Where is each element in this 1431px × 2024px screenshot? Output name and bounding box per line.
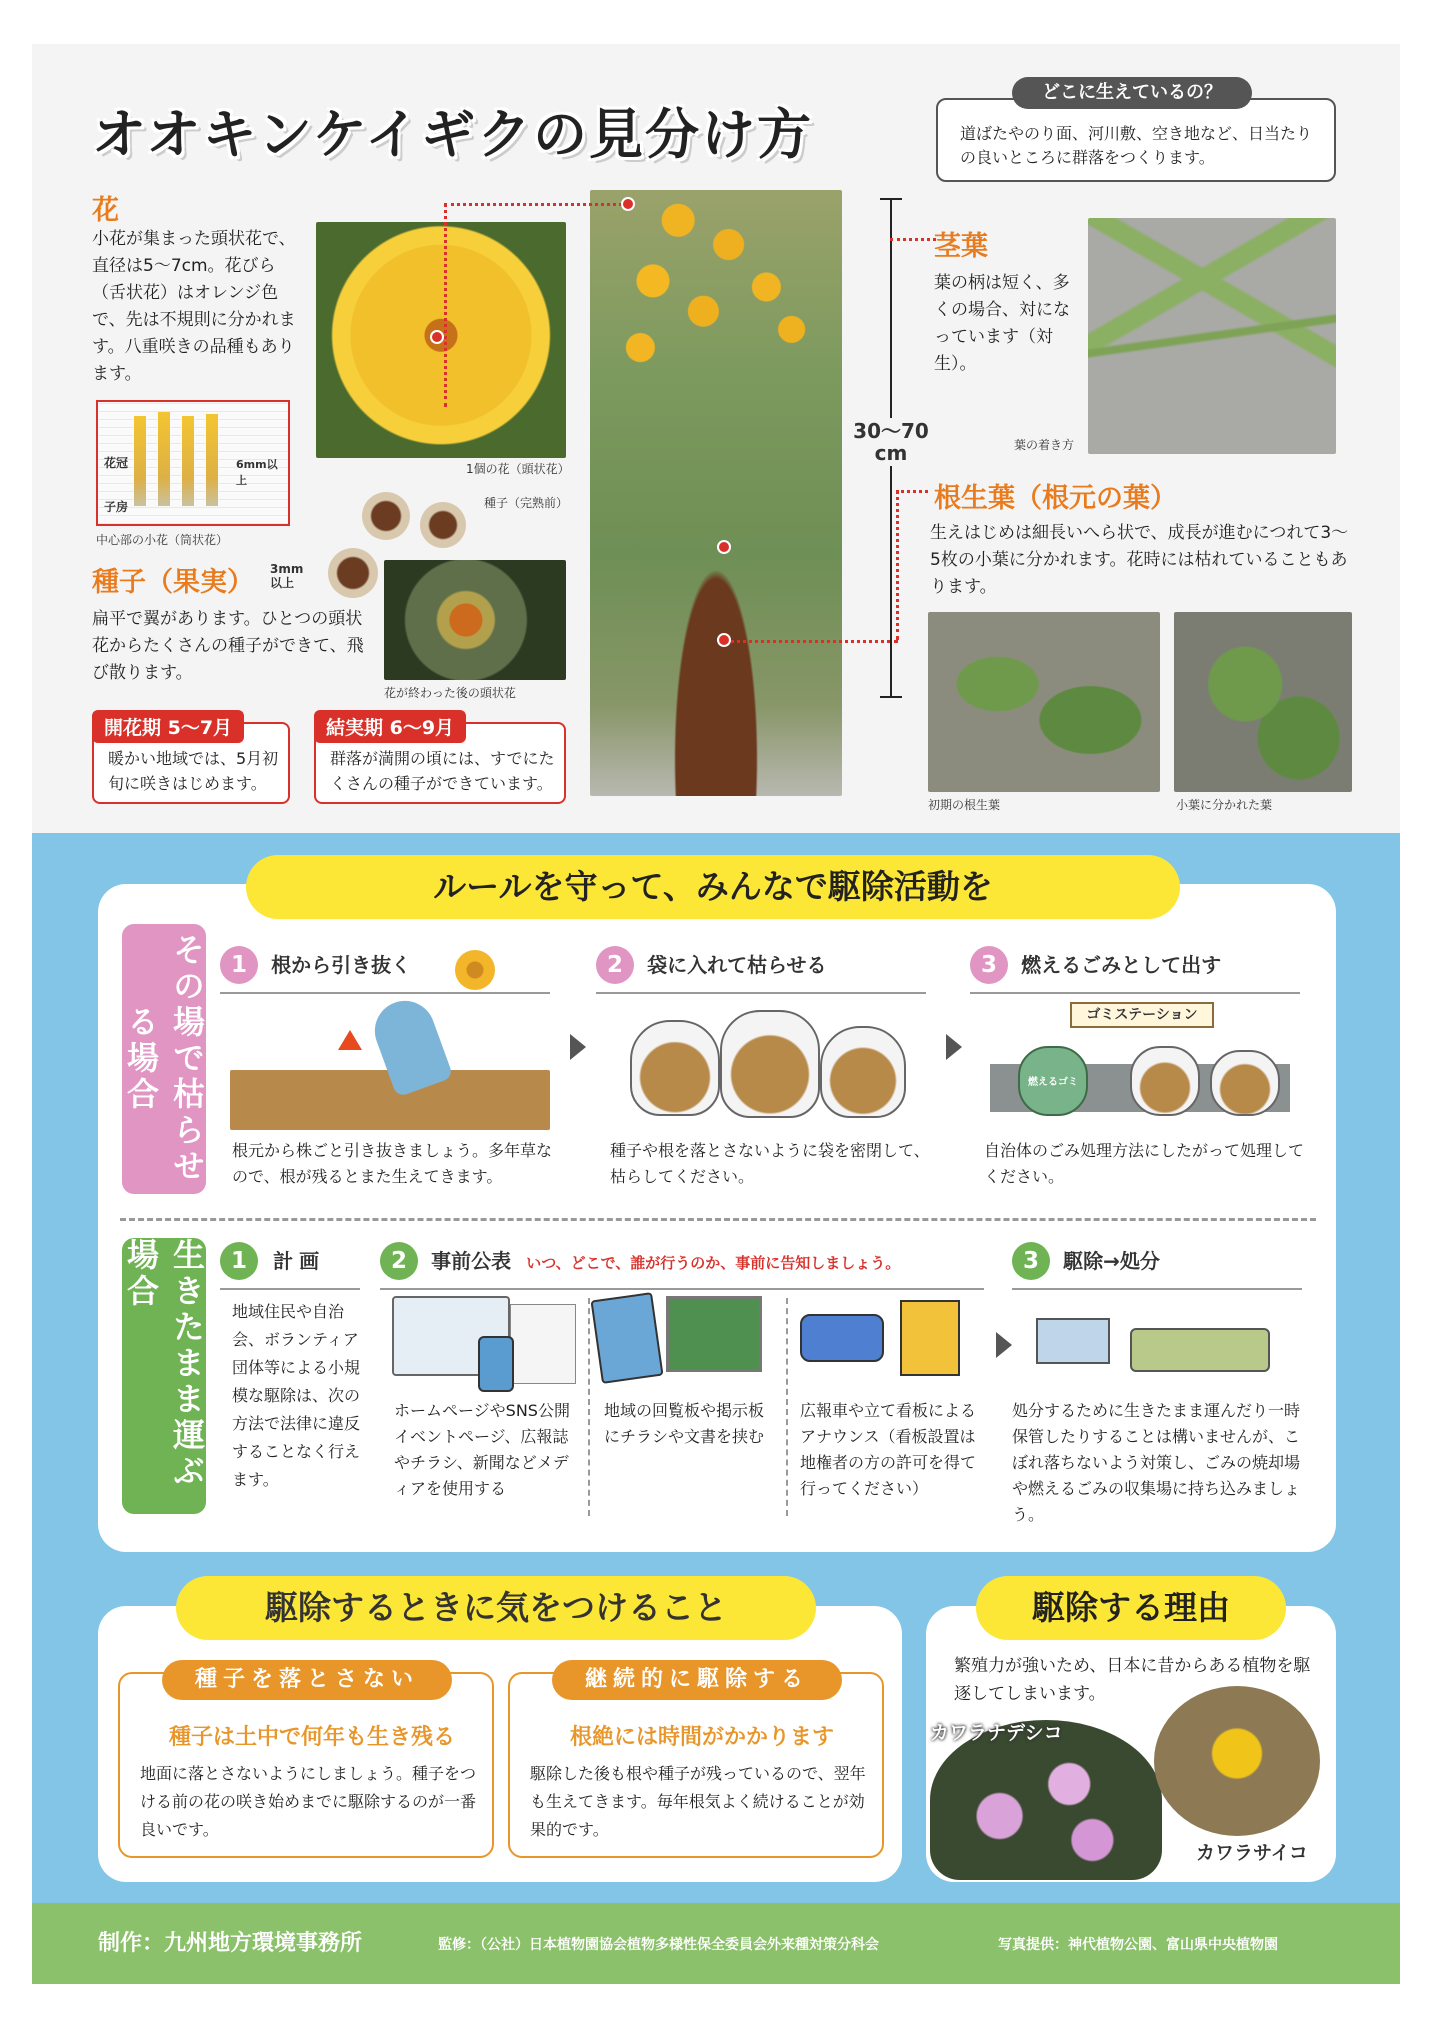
step-title: 計画 bbox=[273, 1249, 326, 1273]
rules-title: ルールを守って、みんなで駆除活動を bbox=[246, 855, 1180, 919]
clipboard-illustration bbox=[590, 1292, 663, 1384]
step-title: 燃えるごみとして出す bbox=[1021, 953, 1222, 977]
signboard-illustration bbox=[900, 1300, 960, 1376]
newspaper-illustration bbox=[510, 1304, 576, 1384]
caution-heading: 根絶には時間がかかります bbox=[569, 1725, 834, 1750]
diagram-label-ovary: 子房 bbox=[104, 500, 129, 514]
fruit-tag: 結実期 6～9月 bbox=[314, 710, 466, 743]
bloom-text: 暖かい地域では、5月初旬に咲きはじめます。 bbox=[108, 749, 279, 793]
small-flower-diagram bbox=[96, 400, 290, 526]
seedhead-caption: 花が終わった後の頭状花 bbox=[384, 686, 516, 700]
stem-leaf-photo bbox=[1088, 218, 1336, 454]
step-text: 根元から株ごと引き抜きましょう。多年草なので、根が残るとまた生えてきます。 bbox=[232, 1141, 553, 1186]
connector-dot bbox=[717, 540, 731, 554]
flower-text: 小花が集まった頭状花で、直径は5～7cm。花びら（舌状花）はオレンジ色で、先は不規則に分かれます。八重咲きの品種もあります。 bbox=[92, 229, 296, 384]
connector-dot bbox=[717, 633, 731, 647]
seed-photo-2 bbox=[420, 502, 466, 548]
caution-title: 駆除するときに気をつけること bbox=[176, 1576, 816, 1640]
footer-photo: 写真提供：神代植物公園、富山県中央植物園 bbox=[998, 1937, 1278, 1953]
where-box bbox=[936, 98, 1336, 182]
root-leaf-caption-1: 初期の根生葉 bbox=[928, 798, 1001, 812]
bag-label: 燃えるゴミ bbox=[1018, 1046, 1088, 1116]
bag-illustration bbox=[630, 1020, 720, 1116]
case2-step-1 bbox=[220, 1242, 360, 1288]
step-number: 1 bbox=[220, 946, 258, 984]
facility-illustration bbox=[1036, 1318, 1110, 1364]
caution-heading: 種子は土中で何年も生き残る bbox=[168, 1725, 455, 1750]
fruit-text: 群落が満開の頃には、すでにたくさんの種子ができています。 bbox=[330, 749, 555, 793]
announce-col-3: 広報車や立て看板によるアナウンス（看板設置は地権者の方の許可を得て行ってください） bbox=[800, 1401, 977, 1498]
truck-illustration bbox=[1130, 1328, 1270, 1372]
height-unit: cm bbox=[874, 441, 908, 465]
step-number: 2 bbox=[596, 946, 634, 984]
reason-title: 駆除する理由 bbox=[976, 1576, 1286, 1640]
flower-illustration bbox=[455, 950, 495, 990]
where-tag: どこに生えているの？ bbox=[1012, 77, 1252, 109]
caution-tag: 種子を落とさない bbox=[162, 1660, 452, 1700]
bag-illustration bbox=[1130, 1046, 1200, 1116]
plant1-label: カワラナデシコ bbox=[930, 1722, 1063, 1744]
next-arrow-icon bbox=[996, 1332, 1012, 1358]
step-text: 自治体のごみ処理方法にしたがって処理してください。 bbox=[984, 1141, 1305, 1186]
height-value: 30～70 bbox=[853, 419, 929, 443]
stem-leaf-text: 葉の柄は短く、多くの場合、対になっています（対生）。 bbox=[934, 273, 1070, 374]
step-text: 処分するために生きたまま運んだり一時保管したりすることは構いませんが、こぼれ落ちないよう対策し、ごみの焼却場や燃えるごみの収集場に持ち込みましょう。 bbox=[1012, 1401, 1301, 1524]
bulletin-board-illustration bbox=[666, 1296, 762, 1372]
height-label bbox=[852, 418, 930, 466]
flower-photo-caption: 1個の花（頭状花） bbox=[466, 462, 570, 476]
bag-illustration bbox=[1210, 1050, 1280, 1116]
case2-step-3 bbox=[1012, 1242, 1302, 1288]
seed-photo-1 bbox=[362, 492, 410, 540]
connector-dot bbox=[430, 330, 444, 344]
connector-stem bbox=[890, 238, 936, 241]
footer-maker: 制作：九州地方環境事務所 bbox=[98, 1931, 363, 1956]
root-leaf-photo-1 bbox=[928, 612, 1160, 792]
height-line-bottom bbox=[880, 696, 902, 698]
phone-illustration bbox=[478, 1336, 514, 1392]
announce-col-1: ホームページやSNS公開イベントページ、広報誌やチラシ、新聞などメディアを使用する bbox=[394, 1401, 570, 1498]
root-leaf-photo-2 bbox=[1174, 612, 1352, 792]
col-divider bbox=[786, 1298, 788, 1516]
case1-step-3 bbox=[970, 946, 1300, 992]
step-rule bbox=[1012, 1288, 1302, 1290]
case1-step-1 bbox=[220, 946, 550, 992]
case2-step-2 bbox=[380, 1242, 984, 1288]
connector-flower bbox=[444, 203, 628, 206]
step-number: 3 bbox=[970, 946, 1008, 984]
root-leaf-text: 生えはじめは細長いへら状で、成長が進むにつれて3～5枚の小葉に分かれます。花時には枯れていることもあります。 bbox=[930, 523, 1349, 597]
connector-root-h bbox=[896, 490, 928, 493]
step-rule bbox=[220, 1288, 360, 1290]
diagram-label-corolla: 花冠 bbox=[104, 456, 129, 470]
page-title: オオキンケイギクの見分け方 bbox=[92, 103, 813, 166]
stem-leaf-heading: 茎葉 bbox=[934, 231, 988, 262]
seed-photo-3 bbox=[328, 548, 378, 598]
bloom-tag: 開花期 5～7月 bbox=[92, 710, 244, 743]
seed-size: 3mm以上 bbox=[270, 562, 304, 590]
caution-tag: 継続的に駆除する bbox=[552, 1660, 842, 1700]
kawarasaiko-photo bbox=[1154, 1686, 1320, 1836]
step-title: 根から引き抜く bbox=[271, 953, 412, 977]
van-illustration bbox=[800, 1314, 884, 1362]
plant2-label: カワラサイコ bbox=[1196, 1842, 1308, 1864]
case-divider bbox=[120, 1218, 1316, 1221]
bag-illustration bbox=[720, 1010, 820, 1118]
step-title: 事前公表 bbox=[431, 1249, 512, 1273]
connector-flower-v bbox=[444, 203, 447, 407]
step-rule bbox=[380, 1288, 984, 1290]
seed-heading: 種子（果実） bbox=[92, 567, 254, 598]
step-text: 種子や根を落とさないように袋を密閉して、枯らしてください。 bbox=[610, 1141, 930, 1186]
seedhead-photo bbox=[384, 560, 566, 680]
step-number: 1 bbox=[220, 1242, 258, 1280]
flower-heading: 花 bbox=[92, 195, 119, 226]
caution-text: 駆除した後も根や種子が残っているので、翌年も生えてきます。毎年根気よく続けることが効果的です。 bbox=[530, 1764, 866, 1839]
up-arrow-icon bbox=[338, 1030, 362, 1050]
case1-step-2 bbox=[596, 946, 926, 992]
announce-col-2: 地域の回覧板や掲示板にチラシや文書を挟む bbox=[604, 1401, 765, 1446]
next-arrow-icon bbox=[570, 1034, 586, 1060]
connector-root bbox=[724, 640, 898, 643]
bag-illustration bbox=[820, 1026, 906, 1118]
step-rule bbox=[220, 992, 550, 994]
seed-caption: 種子（完熟前） bbox=[484, 496, 569, 510]
step-rule bbox=[970, 992, 1300, 994]
case1-label: その場で枯らせる場合 bbox=[122, 924, 206, 1194]
step-title: 袋に入れて枯らせる bbox=[647, 953, 827, 977]
garbage-sign: ゴミステーション bbox=[1070, 1002, 1214, 1028]
diagram-size: 6mm以上 bbox=[236, 458, 278, 487]
caution-text: 地面に落とさないようにしましょう。種子をつける前の花の咲き始めまでに駆除するのが一番良いです。 bbox=[140, 1764, 477, 1839]
connector-root-v bbox=[896, 490, 899, 640]
step-rule bbox=[596, 992, 926, 994]
small-flower-caption: 中心部の小花（筒状花） bbox=[96, 533, 229, 547]
step-number: 3 bbox=[1012, 1242, 1050, 1280]
connector-dot bbox=[621, 197, 635, 211]
root-leaf-caption-2: 小葉に分かれた葉 bbox=[1176, 798, 1273, 812]
height-line-top bbox=[880, 198, 902, 200]
stem-leaf-caption: 葉の着き方 bbox=[1014, 438, 1075, 452]
step-note: いつ、どこで、誰が行うのか、事前に告知しましょう。 bbox=[526, 1254, 901, 1272]
reason-text: 繁殖力が強いため、日本に昔からある植物を駆逐してしまいます。 bbox=[954, 1656, 1311, 1704]
root-leaf-heading: 根生葉（根元の葉） bbox=[934, 483, 1177, 514]
footer-supervise: 監修：（公社）日本植物園協会植物多様性保全委員会外来種対策分科会 bbox=[438, 1937, 879, 1953]
step-title: 駆除→処分 bbox=[1063, 1249, 1160, 1273]
col-divider bbox=[588, 1298, 590, 1516]
step-text: 地域住民や自治会、ボランティア団体等による小規模な駆除は、次の方法で法律に違反することなく行えます。 bbox=[232, 1302, 361, 1489]
seed-text: 扁平で翼があります。ひとつの頭状花からたくさんの種子ができて、飛び散ります。 bbox=[92, 609, 364, 683]
plant-photo bbox=[590, 190, 842, 796]
case2-label: 生きたまま運ぶ場合 bbox=[122, 1238, 206, 1514]
next-arrow-icon bbox=[946, 1034, 962, 1060]
step-number: 2 bbox=[380, 1242, 418, 1280]
where-text: 道ばたやのり面、河川敷、空き地など、日当たりの良いところに群落をつくります。 bbox=[960, 124, 1313, 167]
